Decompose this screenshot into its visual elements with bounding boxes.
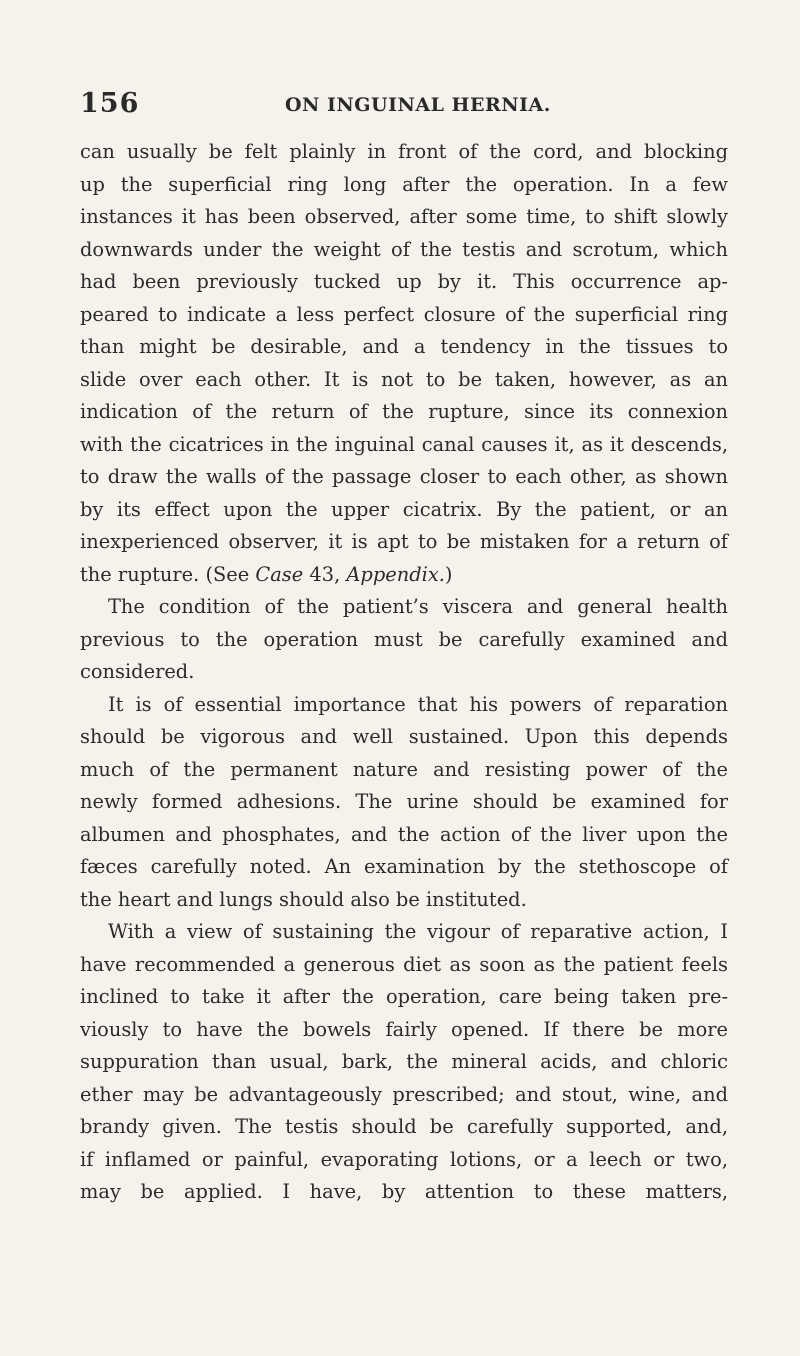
body-text — [80, 136, 728, 1209]
text-line: much of the permanent nature and resisting power of the — [80, 757, 728, 781]
text-line: the heart and lungs should also be instituted. — [80, 887, 527, 911]
running-head: ON INGUINAL HERNIA. — [285, 94, 551, 116]
text-line: newly formed adhesions. The urine should be examined for — [80, 790, 728, 813]
text-line: indication of the return of the rupture, since its connexion — [80, 400, 728, 423]
text-line: inexperienced observer, it is apt to be mistaken for a return of — [80, 530, 728, 553]
text-line: can usually be felt plainly in front of the cord, and blocking — [80, 140, 728, 163]
text-line: downwards under the weight of the testis and scrotum, which — [80, 237, 728, 261]
text-line: brandy given. The testis should be carefully supported, and, — [80, 1115, 728, 1138]
text-line: should be vigorous and well sustained. Upon this depends — [80, 725, 728, 748]
paragraph-start-line: With a view of sustaining the vigour of reparative action, I — [108, 920, 728, 943]
text-line: to draw the walls of the passage closer to each other, as shown — [80, 465, 728, 488]
text-line: up the superficial ring long after the operation. In a few — [80, 172, 728, 196]
text-line: inclined to take it after the operation, care being taken pre- — [80, 985, 728, 1008]
text-line: by its effect upon the upper cicatrix. By the patient, or an — [80, 497, 728, 521]
text-line: ether may be advantageously prescribed; and stout, wine, and — [80, 1082, 728, 1106]
text-run: 43, — [303, 562, 347, 586]
case-reference: Case — [255, 562, 304, 586]
appendix-reference: Appendix. — [346, 562, 445, 586]
text-line: instances it has been observed, after some time, to shift slowly — [80, 205, 728, 228]
text-line: have recommended a generous diet as soon as the patient feels — [80, 952, 728, 976]
text-line: with the cicatrices in the inguinal canal causes it, as it descends, — [80, 432, 728, 456]
text-line-with-reference — [80, 559, 728, 592]
text-line: considered. — [80, 660, 195, 683]
paragraph-start-line: The condition of the patient’s viscera and general health — [108, 595, 728, 618]
text-line: previous to the operation must be carefully examined and — [80, 627, 728, 651]
text-line: had been previously tucked up by it. This occurrence ap- — [80, 270, 728, 293]
text-line: albumen and phosphates, and the action of the liver upon the — [80, 822, 728, 846]
text-line: may be applied. I have, by attention to these matters, — [80, 1180, 728, 1203]
paragraph-start-line: It is of essential importance that his powers of reparation — [108, 692, 728, 716]
text-line: suppuration than usual, bark, the mineral acids, and chloric — [80, 1050, 728, 1073]
text-line: if inflamed or painful, evaporating lotions, or a leech or two, — [80, 1147, 728, 1171]
text-line: peared to indicate a less perfect closure of the superficial ring — [80, 302, 728, 326]
text-run: the rupture. (See — [80, 562, 256, 586]
text-line: than might be desirable, and a tendency in the tissues to — [80, 335, 728, 358]
text-line: slide over each other. It is not to be taken, however, as an — [80, 367, 728, 391]
text-line: fæces carefully noted. An examination by the stethoscope of — [80, 855, 728, 878]
page-header — [80, 88, 728, 136]
text-run: ) — [444, 562, 453, 586]
page-number: 156 — [80, 88, 140, 119]
text-line: viously to have the bowels fairly opened. If there be more — [80, 1017, 728, 1041]
